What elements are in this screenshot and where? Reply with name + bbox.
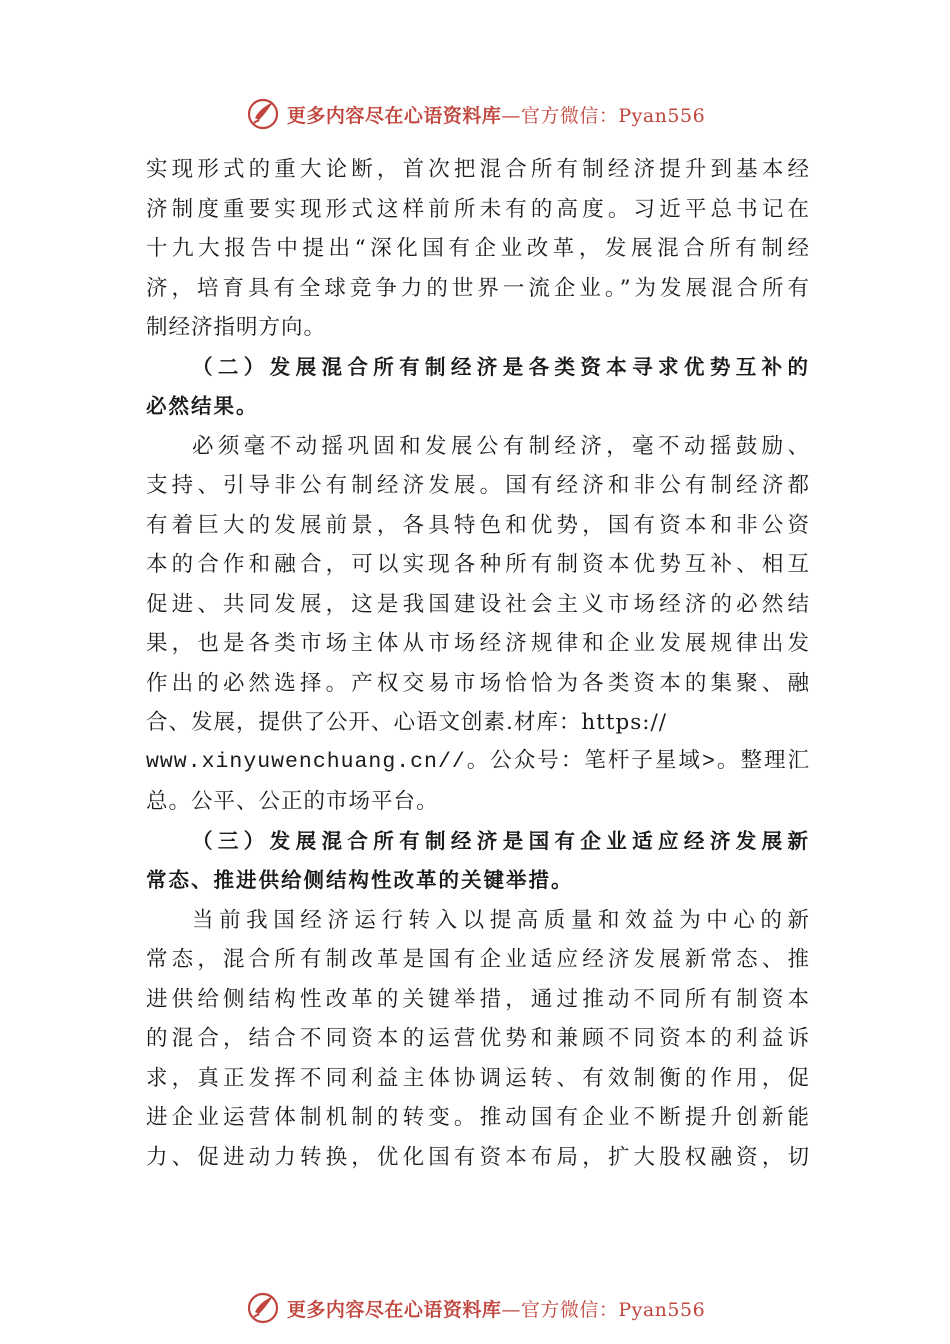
- footer-banner-main: 更多内容尽在心语资料库: [286, 1298, 502, 1321]
- footer-banner: [0, 1288, 950, 1328]
- body-line: 济制度重要实现形式这样前所未有的高度。习近平总书记在: [146, 196, 810, 222]
- body-line: 支持、引导非公有制经济发展。国有经济和非公有制经济都: [146, 473, 810, 498]
- header-banner: [0, 94, 950, 134]
- body-line: 实现形式的重大论断，首次把混合所有制经济提升到基本经: [146, 157, 810, 182]
- body-line: 有着巨大的发展前景，各具特色和优势，国有资本和非公资: [146, 512, 810, 538]
- section-heading: 常态、推进供给侧结构性改革的关键举措。: [146, 868, 574, 892]
- body-line: 总。公平、公正的市场平台。: [146, 789, 439, 814]
- body-line: 常态，混合所有制改革是国有企业适应经济发展新常态、推: [146, 947, 810, 972]
- header-banner-main: 更多内容尽在心语资料库: [286, 104, 502, 127]
- document-body: [146, 150, 810, 1177]
- header-banner-text: [287, 101, 705, 128]
- footer-banner-rest: —官方微信：Pyan556: [501, 1298, 706, 1321]
- body-line: 合、发展，提供了公开、心语文创素.材库：https://: [146, 710, 667, 735]
- body-line: 济，培育具有全球竞争力的世界一流企业。”为发展混合所有: [146, 275, 810, 301]
- section-heading: （三）发展混合所有制经济是国有企业适应经济发展新: [192, 828, 810, 853]
- section-heading: （二）发展混合所有制经济是各类资本寻求优势互补的: [192, 354, 810, 379]
- body-line: 作出的必然选择。产权交易市场恰恰为各类资本的集聚、融: [146, 670, 810, 696]
- body-line: 力、促进动力转换，优化国有资本布局，扩大股权融资，切: [146, 1144, 810, 1170]
- header-banner-rest: —官方微信：Pyan556: [501, 104, 706, 127]
- body-line: 的混合，结合不同资本的运营优势和兼顾不同资本的利益诉: [146, 1026, 810, 1051]
- body-line: 本的合作和融合，可以实现各种所有制资本优势互补、相互: [146, 552, 810, 577]
- section-heading: 必然结果。: [146, 394, 259, 418]
- brush-logo-icon: [245, 96, 281, 132]
- body-line: 促进、共同发展，这是我国建设社会主义市场经济的必然结: [146, 591, 810, 617]
- body-line: 制经济指明方向。: [146, 315, 327, 340]
- body-line: 求，真正发挥不同利益主体协调运转、有效制衡的作用，促: [146, 1065, 810, 1091]
- body-line: 十九大报告中提出“深化国有企业改革，发展混合所有制经: [146, 236, 810, 261]
- footer-banner-text: [287, 1295, 705, 1322]
- body-line: 进企业运营体制机制的转变。推动国有企业不断提升创新能: [146, 1105, 810, 1130]
- body-line: 当前我国经济运行转入以提高质量和效益为中心的新: [192, 907, 810, 933]
- body-line: 进供给侧结构性改革的关键举措，通过推动不同所有制资本: [146, 986, 810, 1012]
- body-line: 必须毫不动摇巩固和发展公有制经济，毫不动摇鼓励、: [192, 433, 810, 459]
- body-line: www.xinyuwenchuang.cn//。公众号：笔杆子星域>。整理汇: [146, 749, 810, 774]
- brush-logo-icon: [245, 1290, 281, 1326]
- body-line: 果，也是各类市场主体从市场经济规律和企业发展规律出发: [146, 631, 810, 656]
